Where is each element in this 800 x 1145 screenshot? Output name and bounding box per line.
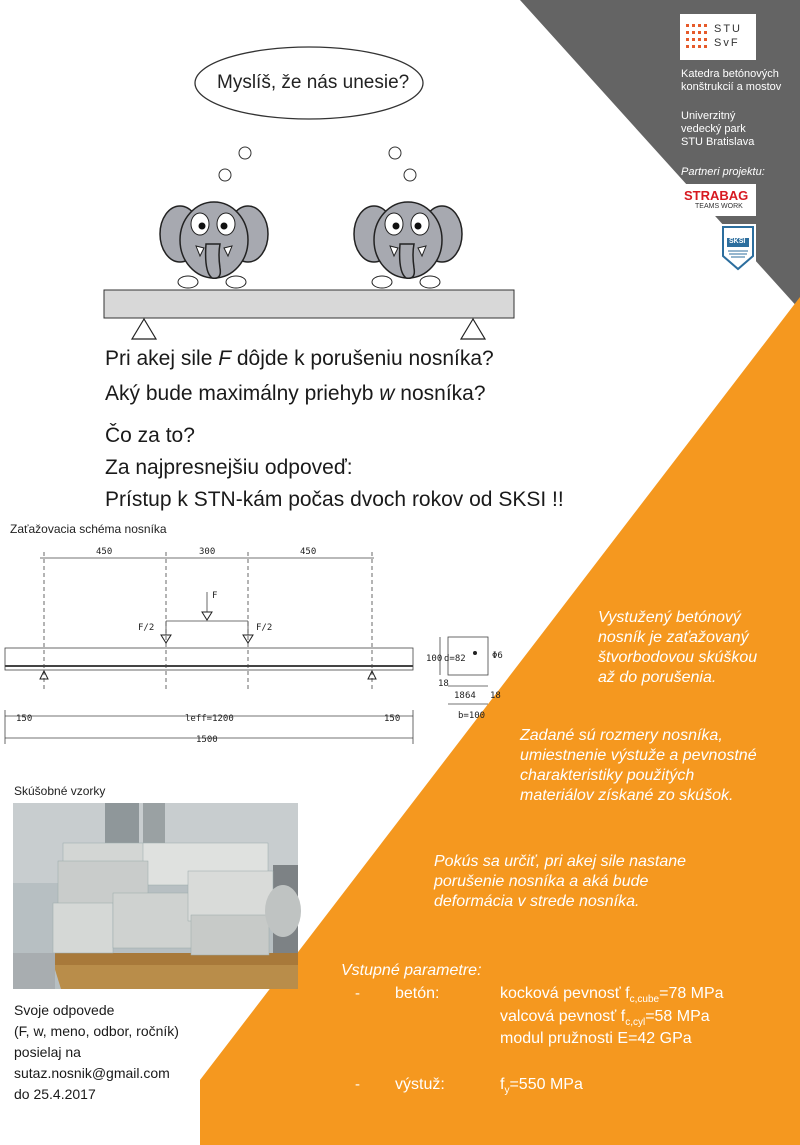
dim-right: 450 — [300, 547, 317, 557]
thought-text: Myslíš, že nás unesie? — [217, 72, 410, 93]
thought-bubble — [185, 45, 435, 195]
steel-label: výstuž: — [395, 1076, 445, 1093]
strabag-name: STRABAG — [684, 188, 749, 203]
strabag-slogan: TEAMS WORK — [695, 203, 743, 210]
yield-strength — [500, 1076, 583, 1096]
contact-line-1: Svoje odpovede — [14, 1002, 115, 1018]
concrete-label: betón: — [395, 985, 440, 1002]
grey-triangle — [520, 0, 800, 310]
elastic-modulus: modul pružnosti E=42 GPa — [500, 1030, 692, 1047]
p2-line-4: materiálov získané zo skúšok. — [520, 787, 734, 804]
reward-text: Prístup k STN-kám počas dvoch rokov od SKSI !! — [105, 488, 564, 511]
reward-heading: Za najpresnejšiu odpoveď: — [105, 456, 353, 479]
orange-paragraph-2 — [520, 726, 757, 806]
stu-logo-bottom: SvF — [714, 37, 740, 49]
section-depth: d=82 — [444, 654, 466, 664]
contact-line-2: (F, w, meno, odbor, ročník) — [14, 1023, 179, 1039]
strabag-logo — [680, 184, 756, 216]
elephant-left — [160, 192, 270, 292]
cylinder-strength — [500, 1008, 710, 1028]
fy-sub: y — [504, 1085, 510, 1097]
dim-left: 450 — [96, 547, 113, 557]
force-label: F — [212, 591, 218, 601]
p2-line-1: Zadané sú rozmery nosníka, — [520, 727, 723, 744]
samples-caption: Skúšobné vzorky — [14, 784, 106, 798]
fy-pre: f — [500, 1076, 505, 1093]
park-line-2: vedecký park — [681, 123, 746, 135]
span-left: 150 — [16, 714, 33, 724]
stu-logo-top: STU — [714, 23, 742, 35]
sksi-text: SKSI — [729, 238, 746, 245]
q1-pre: Pri akej sile — [105, 347, 219, 370]
cube-sub: c,cube — [629, 994, 660, 1006]
cyl-post: =58 MPa — [645, 1008, 710, 1025]
question-force — [105, 347, 494, 371]
contact-deadline: do 25.4.2017 — [14, 1086, 96, 1102]
question-reward: Čo za to? — [105, 424, 195, 447]
q2-pre: Aký bude maximálny priehyb — [105, 382, 380, 405]
beam-illustration — [100, 285, 520, 345]
support-right — [461, 319, 485, 339]
q2-post: nosníka? — [394, 382, 486, 405]
section-width-left: 18 — [454, 691, 465, 701]
section-cover: 18 — [438, 679, 449, 689]
section-b: b=100 — [458, 711, 486, 721]
p1-line-1: Vystužený betónový — [598, 609, 741, 626]
fy-post: =550 MPa — [509, 1076, 583, 1093]
p3-line-1: Pokús sa určiť, pri akej sile nastane — [434, 853, 687, 870]
orange-paragraph-1 — [598, 608, 757, 688]
cube-post: =78 MPa — [659, 985, 724, 1002]
half-force-right: F/2 — [256, 623, 273, 633]
section-width-right: 18 — [490, 691, 501, 701]
orange-paragraph-3 — [434, 852, 686, 912]
cyl-pre: valcová pevnosť f — [500, 1008, 626, 1025]
p1-line-3: štvorbodovou skúškou — [598, 649, 758, 666]
section-bar: Φ6 — [492, 651, 503, 661]
dim-mid: 300 — [199, 547, 216, 557]
cyl-sub: c,cyl — [625, 1017, 646, 1029]
q1-var: F — [218, 347, 232, 370]
scheme-title: Zaťažovacia schéma nosníka — [10, 522, 167, 536]
p3-line-3: deformácia v strede nosníka. — [434, 893, 640, 910]
span-right: 150 — [384, 714, 401, 724]
cube-strength — [500, 985, 724, 1005]
sksi-logo — [720, 224, 756, 272]
park-text — [681, 110, 754, 149]
dept-line-1: Katedra betónových — [681, 68, 779, 80]
samples-photo — [13, 803, 298, 989]
contact-block — [14, 1000, 179, 1105]
elephant-right — [354, 192, 464, 292]
question-deflection — [105, 382, 486, 406]
params-dash-2: - — [355, 1076, 360, 1093]
p2-line-3: charakteristiky použitých — [520, 767, 695, 784]
q2-var: w — [379, 382, 395, 405]
p3-line-2: porušenie nosníka a aká bude — [434, 873, 649, 890]
contact-line-3: posielaj na — [14, 1044, 81, 1060]
support-left — [132, 319, 156, 339]
cube-pre: kocková pevnosť f — [500, 985, 630, 1002]
p1-line-4: až do porušenia. — [598, 669, 717, 686]
loading-scheme — [0, 540, 503, 750]
span-total: 1500 — [196, 735, 218, 745]
stu-logo — [680, 14, 756, 60]
partners-label: Partneri projektu: — [681, 166, 765, 178]
params-dash-1: - — [355, 985, 360, 1002]
park-line-3: STU Bratislava — [681, 136, 755, 148]
dept-line-2: konštrukcií a mostov — [681, 81, 782, 93]
span-effective: leff=1200 — [185, 714, 234, 724]
contact-email[interactable]: sutaz.nosnik@gmail.com — [14, 1065, 170, 1081]
department-text — [681, 68, 781, 94]
section-width-mid: 64 — [465, 691, 476, 701]
q1-post: dôjde k porušeniu nosníka? — [231, 347, 494, 370]
p1-line-2: nosník je zaťažovaný — [598, 629, 749, 646]
half-force-left: F/2 — [138, 623, 155, 633]
p2-line-2: umiestnenie výstuže a pevnostné — [520, 747, 757, 764]
section-height: 100 — [426, 654, 443, 664]
park-line-1: Univerzitný — [681, 110, 736, 122]
params-title: Vstupné parametre: — [341, 962, 482, 979]
